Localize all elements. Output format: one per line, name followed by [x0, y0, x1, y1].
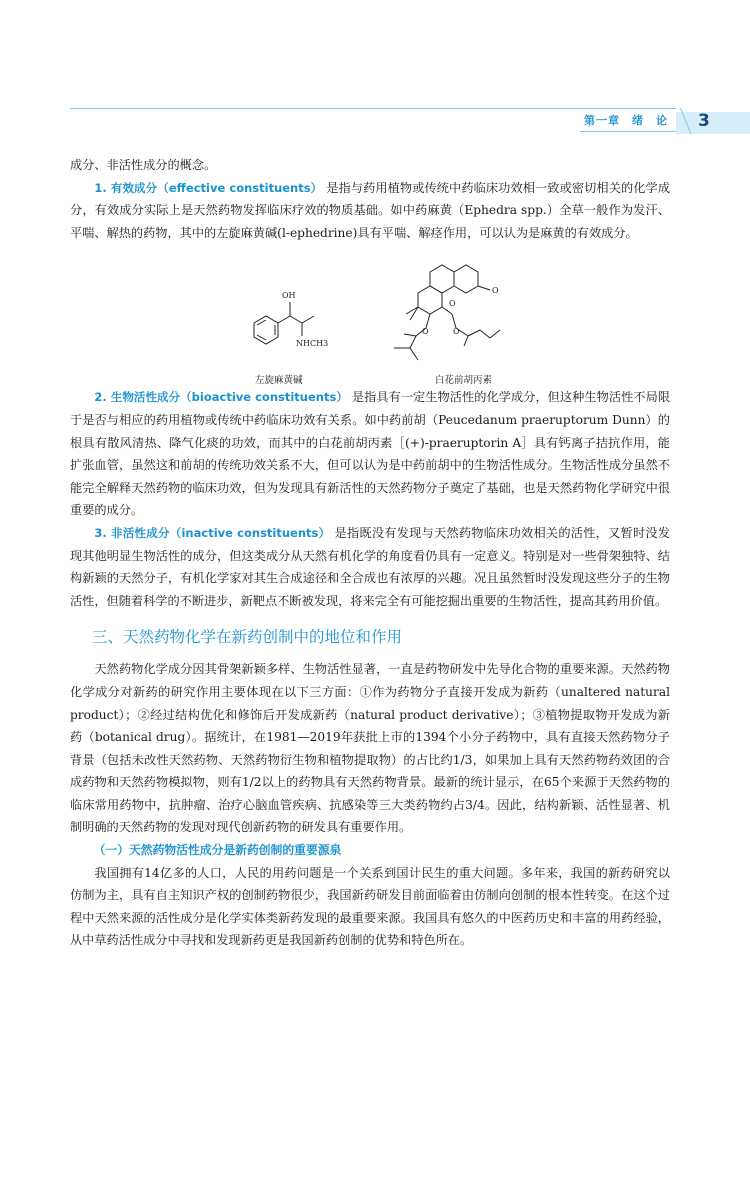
page-number: 3 [698, 111, 710, 131]
paragraph-effective-constituents [70, 177, 670, 245]
subsection-title: （一）天然药物活性成分是新药创制的重要源泉 [93, 843, 342, 858]
chemical-structures-figure [70, 250, 670, 387]
paragraph-bioactive-constituents [70, 386, 670, 522]
term-effective-constituents: 1. 有效成分（effective constituents） [94, 180, 323, 195]
header-rule [70, 108, 676, 109]
text-bioactive-constituents: 是指具有一定生物活性的化学成分，但这种生物活性不局限于是否与相应的药用植物或传统中药临床功效有关系。如中药前胡（Peucedanum praeruptorum Dunn）的根具有散风清热、降气化痰的功效，而其中的白花前胡丙素［(+)-praeruptorin A］具有钙离子拮抗作用，能扩张血管，虽然这和前胡的传统功效关系不大，但可以认为是中药前胡中的生物活性成分。生物活性成分虽然不能完全解释天然药物的临床功效，但为发现具有新活性的天然药物分子奠定了基础，也是天然药物化学研究中很重要的成分。 [70, 390, 671, 518]
paragraph-continuation: 成分、非活性成分的概念。 [70, 158, 217, 172]
nhch3-label: NHCH3 [296, 339, 329, 349]
ester-o-label-2: O [453, 327, 460, 337]
coumarin-lactone-ring [454, 265, 478, 293]
term-inactive-constituents: 3. 非活性成分（inactive constituents） [94, 525, 331, 540]
chapter-title: 第一章 绪 论 [584, 114, 668, 127]
ephedrine-structure [254, 302, 314, 344]
praeruptorin-structure [394, 265, 500, 360]
text-inactive-constituents: 是指既没有发现与天然药物临床功效相关的活性，又暂时没发现其他明显生物活性的成分，但这类成分从天然有机化学的角度看仍具有一定意义。特别是对一些骨架独特、结构新颖的天然分子，有机化学家对其生合成途径和全合成也有浓厚的兴趣。况且虽然暂时没发现这些分子的生物活性，但随着科学的不断进步，新靶点不断被发现，将来完全有可能挖掘出重要的生物活性，提高其药用价值。 [70, 525, 671, 608]
header-underline [580, 131, 676, 132]
section-title: 三、天然药物化学在新药创制中的地位和作用 [92, 628, 403, 647]
paragraph-section-intro: 天然药物化学成分因其骨架新颖多样、生物活性显著，一直是药物研发中先导化合物的重要来源。天然药物化学成分对新药的研究作用主要体现在以下三方面：①作为药物分子直接开发成为新药（unaltered natural product）；②经过结构优化和修饰后开发成新药（natural product derivative）；③植物提取物开发成为新药（botanical drug）。据统计，在1981—2019年获批上市的1394个小分子药物中，具有直接天然药物分子背景（包括未改性天然药物、天然药物衍生物和植物提取物）的占比约1/3，如果加上具有天然药物药效团的合成药物和天然药物模拟物，则有1/2以上的药物具有天然药物背景。最新的统计显示，在65个来源于天然药物的临床常用药物中，抗肿瘤、治疗心脑血管疾病、抗感染等三大类药物约占3/4。因此，结构新颖、活性显著、机制明确的天然药物的发现对现代创新药物的研发具有重要作用。 [70, 662, 670, 835]
pyran-ring [418, 286, 442, 314]
ester-o-label-1: O [422, 327, 429, 337]
coumarin-benzene-ring [430, 265, 454, 293]
structures-svg [70, 250, 670, 380]
ephedrine-caption: 左旋麻黄碱 [255, 375, 303, 387]
page-body [70, 154, 670, 952]
carbonyl-o-label: O [492, 286, 499, 296]
praeruptorin-caption: 白花前胡丙素 [435, 375, 493, 387]
oh-label: OH [282, 291, 296, 301]
text-effective-constituents: 是指与药用植物或传统中药临床功效相一致或密切相关的化学成分，有效成分实际上是天然药物发挥临床疗效的物质基础。如中药麻黄（Ephedra spp.）全草一般作为发汗、平喘、解热的药物，其中的左旋麻黄碱(l-ephedrine)具有平喘、解痉作用，可以认为是麻黄的有效成分。 [70, 180, 671, 240]
paragraph-inactive-constituents [70, 522, 670, 612]
ring-o-label: O [449, 299, 456, 309]
term-bioactive-constituents: 2. 生物活性成分（bioactive constituents） [94, 390, 348, 405]
paragraph-subsection: 我国拥有14亿多的人口，人民的用药问题是一个关系到国计民生的重大问题。多年来，我国的新药研究以仿制为主，具有自主知识产权的创制药物很少，我国新药研发目前面临着由仿制向创制的根本性转变。在这个过程中天然来源的活性成分是化学实体类新药发现的最重要来源。我国具有悠久的中医药历史和丰富的用药经验，从中草药活性成分中寻找和发现新药更是我国新药创制的优势和特色所在。 [70, 865, 670, 948]
